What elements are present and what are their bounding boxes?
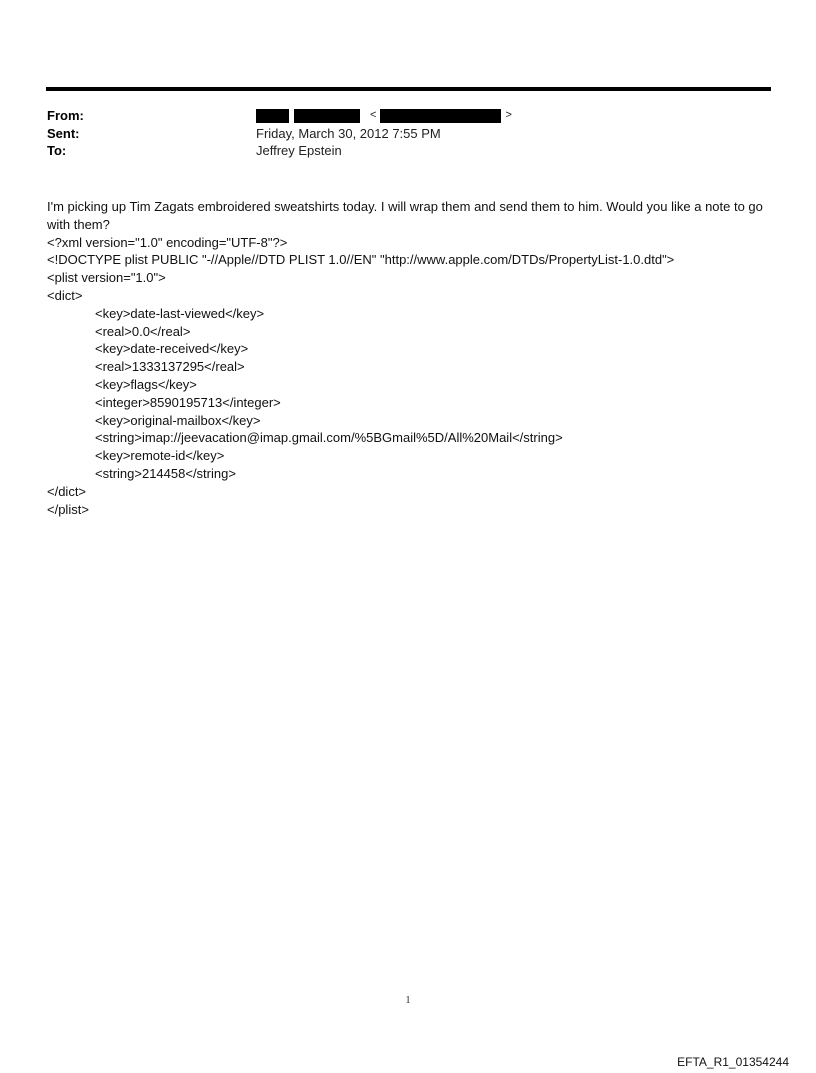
plist-close-line: </plist> [47, 501, 89, 517]
redacted-first-name [256, 109, 289, 123]
dict-line: <key>date-last-viewed</key> [95, 305, 265, 321]
document-id: EFTA_R1_01354244 [677, 1055, 789, 1069]
email-header [47, 107, 767, 160]
sent-row [47, 125, 767, 143]
dict-line: <key>flags</key> [95, 376, 197, 392]
sent-value: Friday, March 30, 2012 7:55 PM [256, 125, 441, 141]
to-value: Jeffrey Epstein [256, 143, 342, 158]
dict-line: <integer>8590195713</integer> [95, 394, 281, 410]
sent-label: Sent: [47, 125, 80, 141]
plist-open-line: <plist version="1.0"> [47, 270, 166, 286]
redacted-last-name [294, 109, 360, 123]
redacted-email [380, 109, 501, 123]
dict-close-line: </dict> [47, 483, 87, 499]
dict-line: <key>date-received</key> [95, 341, 249, 357]
page-number: 1 [405, 995, 411, 1006]
dict-line: <key>remote-id</key> [95, 448, 225, 464]
dict-line: <string>214458</string> [95, 465, 236, 481]
doctype-line: <!DOCTYPE plist PUBLIC "-//Apple//DTD PLIST 1.0//EN" "http://www.apple.com/DTDs/PropertyList-1.0.dtd"> [47, 252, 675, 268]
dict-line: <key>original-mailbox</key> [95, 412, 261, 428]
email-open-bracket: < [370, 109, 377, 121]
from-label: From: [47, 108, 84, 123]
from-value [256, 107, 512, 125]
xml-declaration-line: <?xml version="1.0" encoding="UTF-8"?> [47, 234, 288, 250]
message-text: I'm picking up Tim Zagats embroidered sweatshirts today. I will wrap them and send them to him. Would you like a note to go with them? [47, 199, 763, 232]
to-label: To: [47, 143, 67, 158]
email-close-bracket: > [505, 109, 512, 121]
to-row [47, 142, 767, 160]
dict-line: <string>imap://jeevacation@imap.gmail.com/%5BGmail%5D/All%20Mail</string> [95, 430, 563, 446]
dict-open-line: <dict> [47, 287, 83, 303]
email-body [47, 198, 769, 518]
from-row [47, 107, 767, 125]
header-rule [46, 87, 771, 91]
dict-line: <real>0.0</real> [95, 323, 191, 339]
dict-line: <real>1333137295</real> [95, 359, 245, 375]
